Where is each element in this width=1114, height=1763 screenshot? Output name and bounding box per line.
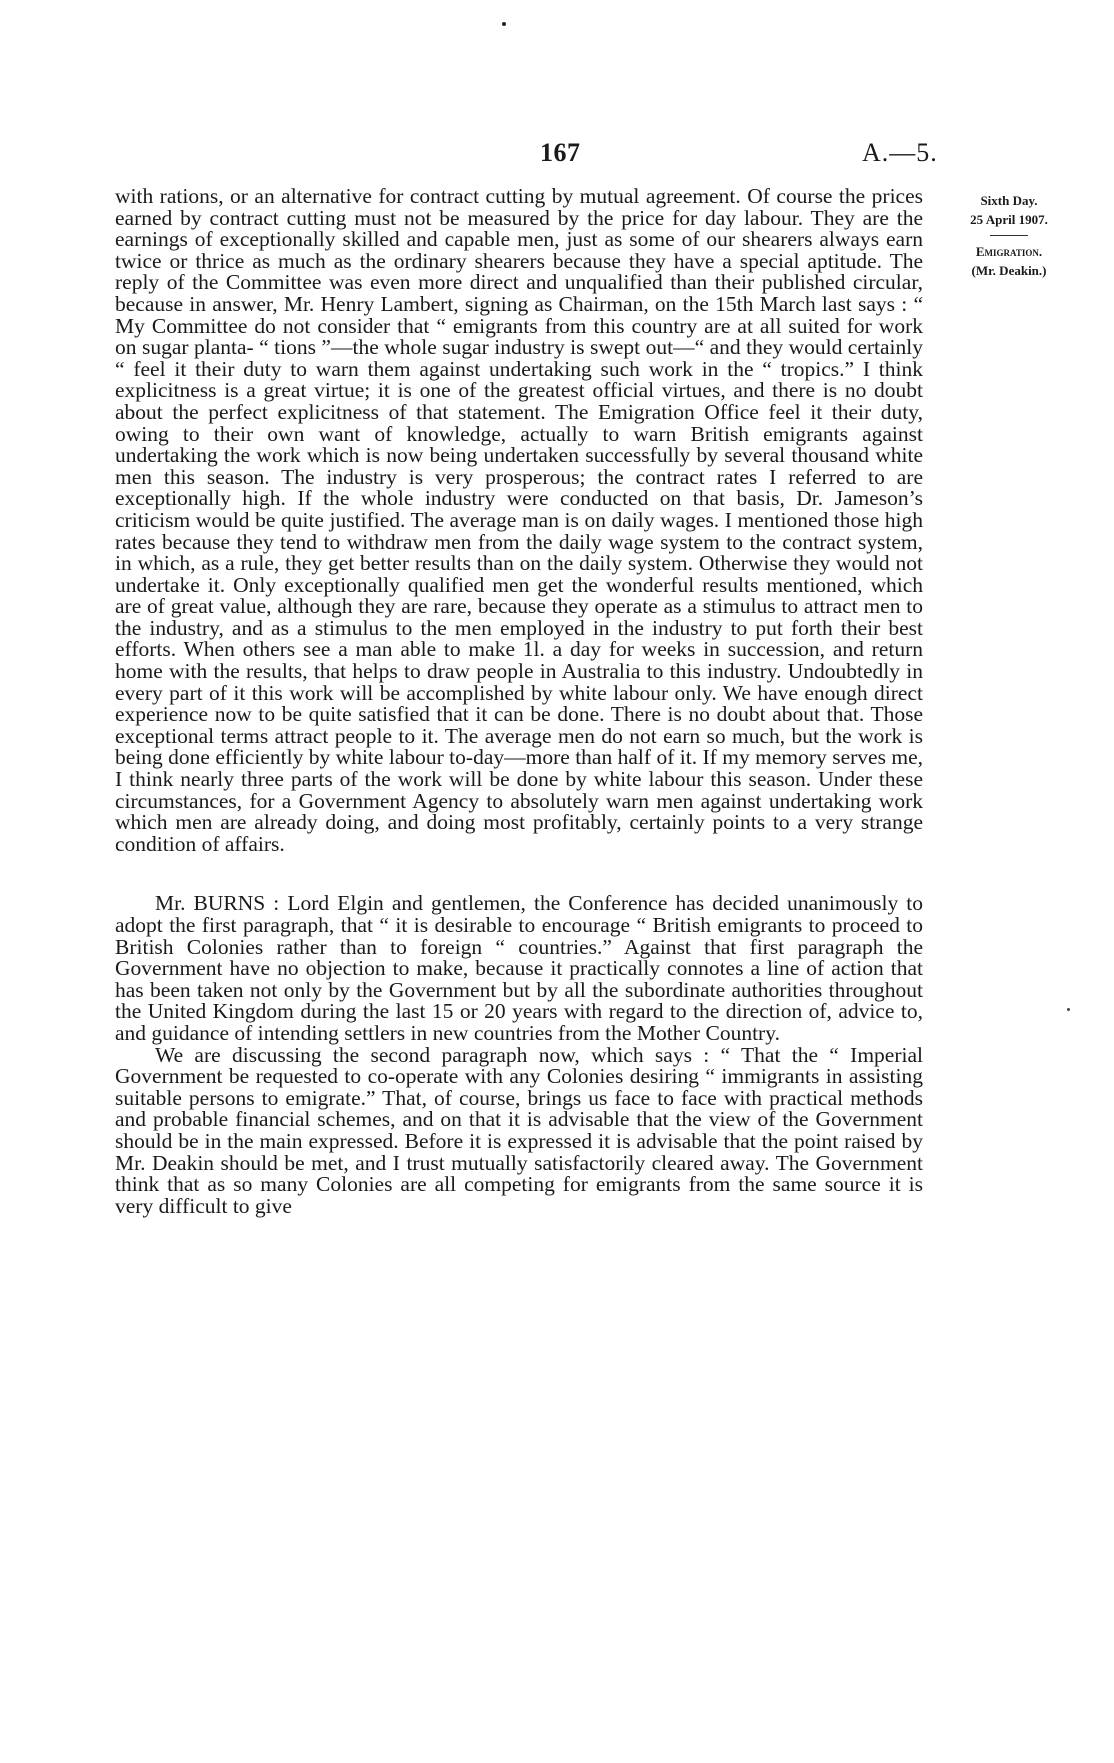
paragraph-deakin-continuation: with rations, or an alternative for contract cutting by mutual agreement. Of course the prices earned by contract cutting must not be measured by the price for day labour. They are the earnings of exceptionally skilled and capable men, just as some of our shearers always earn twice or thrice as much as the ordinary shearers because they have a special aptitude. The reply of the Committee was even more direct and unqualified than their published circular, because in answer, Mr. Henry Lambert, signing as Chairman, on the 15th March last says : “ My Committee do not consider that “ emigrants from this country are at all suited for work on sugar planta- “ tions ”—the whole sugar industry is swept out—“ and they would certainly “ feel it their duty to warn them against undertaking such work in the “ tropics.” I think explicitness is a great virtue; it is one of the greatest official virtues, and there is no doubt about the perfect explicitness of that statement. The Emigration Office feel it their duty, owing to their own want of knowledge, actually to warn British emigrants against undertaking the work which is now being undertaken successfully by several thousand white men this season. The industry is very prosperous; the contract rates I referred to are exceptionally high. If the whole industry were conducted on that basis, Dr. Jameson’s criticism would be quite justified. The average man is on daily wages. I mentioned those high rates because they tend to withdraw men from the daily wage system to the contract system, in which, as a rule, they get better results than on the daily system. Otherwise they would not undertake it. Only exceptionally qualified men get the wonderful results mentioned, which are of great value, although they are rare, because they operate as a stimulus to attract men to the industry, and as a stimulus to the men employed in the industry to put forth their best efforts. When others see a man able to make 1l. a day for weeks in succession, and return home with the results, that helps to draw people in Australia to this industry. Undoubtedly in every part of it this work will be accomplished by white labour only. We have enough direct experience now to be quite satisfied that it can be done. There is no doubt about that. Those exceptional terms attract people to it. The average men do not earn so much, but the work is being done efficiently by white labour to-day—more than half of it. If my memory serves me, I think nearly three parts of the work will be done by white labour this season. Under these circumstances, for a Government Agency to absolutely warn men against undertaking work which men are already doing, and doing most profitably, certainly points to a very strange condition of affairs.: [115, 184, 923, 856]
stray-ink-dot: [1067, 1008, 1070, 1011]
margin-note-divider: [990, 235, 1028, 236]
printer-dot-mark: [502, 22, 506, 26]
paragraph-second-resolution: We are discussing the second paragraph now, which says : “ That the “ Imperial Government be requested to co-operate with any Colonies desiring “ immigrants in assisting suitable persons to emigrate.” That, of course, brings us face to face with practical methods and probable financial schemes, and on that it is advisable that the view of the Government should be in the main expressed. Before it is expressed it is advisable that the point raised by Mr. Deakin should be met, and I trust mutually satisfactorily cleared away. The Government think that as so many Colonies are all competing for emigrants from the same source it is very difficult to give: [115, 1042, 923, 1218]
margin-note-topic: Emigration.: [975, 244, 1043, 259]
margin-note: [949, 191, 1069, 280]
page-number: 167: [540, 138, 581, 167]
margin-note-date: 25 April 1907.: [970, 212, 1048, 227]
page-body: [115, 186, 923, 1217]
page-header: [0, 138, 1114, 178]
report-code: A.—5.: [862, 138, 938, 167]
margin-note-speaker: (Mr. Deakin.): [971, 263, 1047, 278]
margin-note-day: Sixth Day.: [980, 193, 1038, 208]
paragraph-burns-opening: Mr. BURNS : Lord Elgin and gentlemen, the Conference has decided unanimously to adopt the first paragraph, that “ it is desirable to encourage “ British emigrants to proceed to British Colonies rather than to foreign “ countries.” Against that first paragraph the Government have no objection to make, because it practically connotes a line of action that has been taken not only by the Government but by all the subordinate authorities throughout the United Kingdom during the last 15 or 20 years with regard to the direction of, advice to, and guidance of intending settlers in new countries from the Mother Country.: [115, 891, 923, 1045]
